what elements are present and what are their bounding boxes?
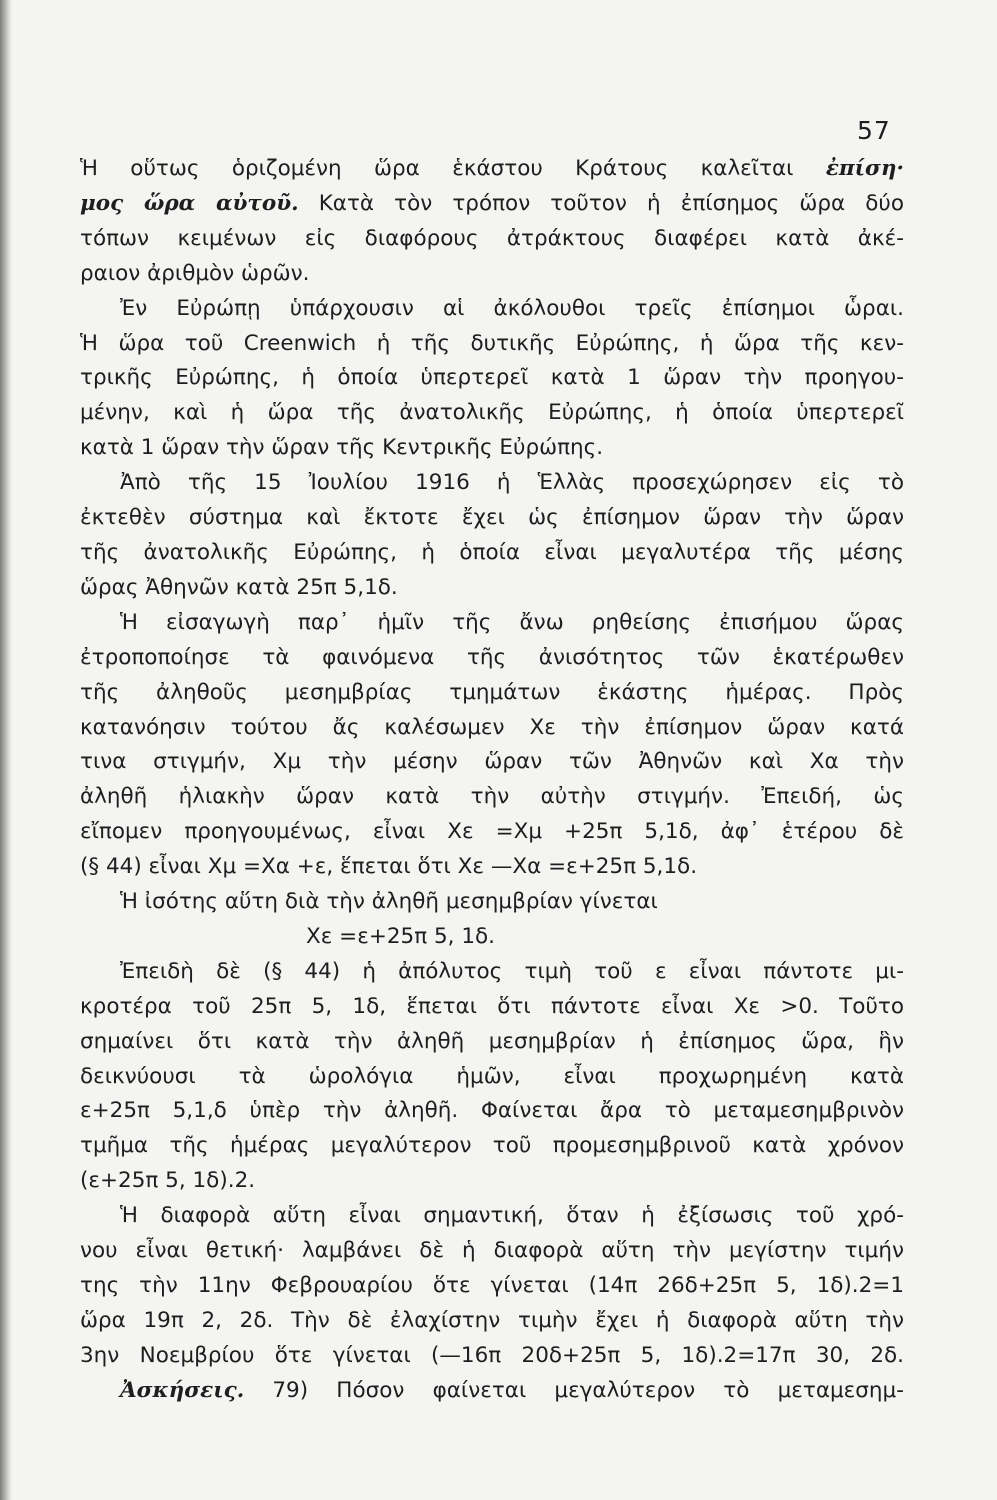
text-line: τῆς ἀνατολικῆς Εὐρώπης, ἡ ὁποία εἶναι μεγαλυτέρα τῆς μέσης [80, 539, 904, 565]
text-line: μένην, καὶ ἡ ὥρα τῆς ἀνατολικῆς Εὐρώπης, ἡ ὁποία ὑπερτερεῖ [80, 400, 904, 426]
text-line: Ἐν Εὐρώπῃ ὑπάρχουσιν αἱ ἀκόλουθοι τρεῖς ἐπίσημοι ὧραι. [120, 295, 904, 321]
text-line: τόπων κειμένων εἰς διαφόρους ἀτράκτους διαφέρει κατὰ ἀκέ- [80, 225, 904, 251]
text-line: τινα στιγμήν, Xμ τὴν μέσην ὥραν τῶν Ἀθηνῶν καὶ Xα τὴν [80, 749, 904, 775]
text-line: ὥρα 19π 2, 2δ. Τὴν δὲ ἐλαχίστην τιμὴν ἔχει ἡ διαφορὰ αὕτη τὴν [80, 1307, 904, 1333]
text-line: ραιον ἀριθμὸν ὡρῶν. [80, 260, 310, 286]
text-line: μος ὥρα αὐτοῦ. Κατὰ τὸν τρόπον τοῦτον ἡ ἐπίσημος ὥρα δύο [80, 190, 905, 216]
text-line: 3ην Νοεμβρίου ὅτε γίνεται (—16π 20δ+25π 5, 1δ).2=17π 30, 2δ. [80, 1342, 904, 1368]
text-line: δεικνύουσι τὰ ὡρολόγια ἡμῶν, εἶναι προχωρημένη κατὰ [80, 1063, 904, 1089]
emphasis-term: μος ὥρα αὐτοῦ. [80, 190, 299, 216]
text-line: ἐκτεθὲν σύστημα καὶ ἔκτοτε ἔχει ὡς ἐπίσημον ὥραν τὴν ὥραν [80, 505, 904, 531]
text-line: Ἡ εἰσαγωγὴ παρ᾽ ἡμῖν τῆς ἄνω ρηθείσης ἐπισήμου ὥρας [120, 609, 904, 635]
text-line: τρικῆς Εὐρώπης, ἡ ὁποία ὑπερτερεῖ κατὰ 1 ὥραν τὴν προηγου- [80, 365, 904, 391]
text-line: τμῆμα τῆς ἡμέρας μεγαλύτερον τοῦ προμεσημβρινοῦ κατὰ χρόνον [80, 1133, 904, 1159]
text-line: Ἡ οὕτως ὁριζομένη ὥρα ἑκάστου Κράτους καλεῖται ἐπίση· [80, 156, 904, 181]
text-line: Ἡ διαφορὰ αὕτη εἶναι σημαντική, ὅταν ἡ ἐξίσωσις τοῦ χρό- [120, 1203, 904, 1229]
text-line: ε+25π 5,1,δ ὑπὲρ τὴν ἀληθῆ. Φαίνεται ἄρα τὸ μεταμεσημβρινὸν [80, 1098, 904, 1124]
text-line: νου εἶναι θετική· λαμβάνει δὲ ἡ διαφορὰ αὕτη τὴν μεγίστην τιμήν [80, 1238, 904, 1264]
text-line: κατανόησιν τούτου ἄς καλέσωμεν Xε τὴν ἐπίσημον ὥραν κατά [80, 714, 904, 740]
text-line: Ἡ ἰσότης αὕτη διὰ τὴν ἀληθῆ μεσημβρίαν γίνεται [120, 889, 658, 915]
text-line: (ε+25π 5, 1δ).2. [80, 1168, 256, 1194]
text-line: (§ 44) εἶναι Xμ =Xα +ε, ἕπεται ὅτι Xε —Xα =ε+25π 5,1δ. [80, 854, 698, 880]
text-line: εἴπομεν προηγουμένως, εἶναι Xε =Xμ +25π 5,1δ, ἀφ᾽ ἑτέρου δὲ [80, 819, 904, 845]
text-line: κροτέρα τοῦ 25π 5, 1δ, ἕπεται ὅτι πάντοτε εἶναι Xε >0. Τοῦτο [80, 993, 904, 1019]
text-block [80, 152, 904, 1409]
book-spine-shadow [0, 0, 12, 1500]
text-line: ἀληθῆ ἡλιακὴν ὥραν κατὰ τὴν αὐτὴν στιγμήν. Ἐπειδή, ὡς [80, 784, 904, 810]
text-line: Ἐπειδὴ δὲ (§ 44) ἡ ἀπόλυτος τιμὴ τοῦ ε εἶναι πάντοτε μι- [120, 958, 904, 984]
text-line: σημαίνει ὅτι κατὰ τὴν ἀληθῆ μεσημβρίαν ἡ ἐπίσημος ὥρα, ἣν [80, 1028, 904, 1054]
text-line: της τὴν 11ην Φεβρουαρίου ὅτε γίνεται (14π 26δ+25π 5, 1δ).2=1 [80, 1273, 904, 1298]
text-line: κατὰ 1 ὥραν τὴν ὥραν τῆς Κεντρικῆς Εὐρώπης. [80, 435, 604, 461]
emphasis-term: ἐπίση· [825, 156, 904, 181]
equation-line: Xε =ε+25π 5, 1δ. [306, 923, 495, 949]
text-line: Ἡ ὥρα τοῦ Creenwich ἡ τῆς δυτικῆς Εὐρώπης, ἡ ὥρα τῆς κεν- [80, 330, 904, 356]
text-line: ἐτροποποίησε τὰ φαινόμενα τῆς ἀνισότητος τῶν ἑκατέρωθεν [80, 644, 904, 670]
text-line: Ἀπὸ τῆς 15 Ἰουλίου 1916 ἡ Ἑλλὰς προσεχώρησεν εἰς τὸ [120, 470, 904, 496]
text-line: Ἀσκήσεις. 79) Πόσον φαίνεται μεγαλύτερον τὸ μεταμεσημ- [120, 1377, 904, 1403]
emphasis-term: Ἀσκήσεις. [120, 1377, 245, 1403]
page-number: 57 [857, 116, 891, 145]
text-line: τῆς ἀληθοῦς μεσημβρίας τμημάτων ἑκάστης ἡμέρας. Πρὸς [80, 679, 904, 705]
text-line: ὥρας Ἀθηνῶν κατὰ 25π 5,1δ. [80, 574, 398, 600]
